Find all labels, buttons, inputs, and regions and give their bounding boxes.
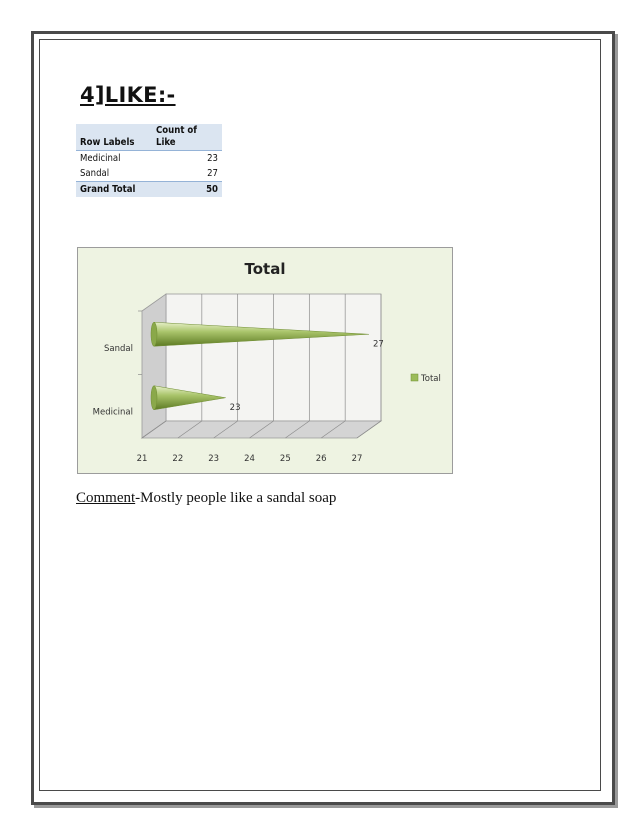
- row-label: Medicinal: [80, 152, 121, 164]
- cone-base: [151, 386, 157, 410]
- pivot-table: [76, 124, 222, 197]
- pivot-header-row: [76, 124, 222, 151]
- grand-total-value: 50: [152, 182, 222, 198]
- pivot-header-row-labels: Row Labels: [76, 124, 152, 151]
- chart-side-wall: [142, 294, 166, 438]
- comment-label: Comment: [76, 490, 136, 506]
- y-category-label: Medicinal: [92, 407, 133, 418]
- chart-title: Total: [244, 260, 286, 278]
- chart-container: [77, 247, 453, 474]
- cone-base: [151, 322, 157, 346]
- cone-bar-chart: [78, 248, 452, 473]
- x-tick-label: 25: [279, 454, 291, 464]
- comment: [76, 490, 336, 507]
- legend-swatch: [411, 374, 418, 381]
- legend-label: Total: [421, 374, 441, 384]
- grand-total-row: [76, 182, 222, 198]
- x-tick-label: 21: [136, 454, 148, 464]
- row-label: Sandal: [80, 167, 110, 179]
- x-tick-label: 27: [351, 454, 363, 464]
- grand-total-label: Grand Total: [76, 182, 152, 198]
- table-row: [76, 166, 222, 182]
- row-value: 27: [207, 167, 218, 179]
- x-tick-label: 23: [208, 454, 220, 464]
- data-label: 23: [229, 402, 241, 413]
- x-tick-label: 26: [315, 454, 327, 464]
- table-row: [76, 151, 222, 167]
- pivot-header-count: [152, 124, 222, 151]
- data-label: 27: [373, 339, 384, 350]
- row-value: 23: [207, 152, 218, 164]
- comment-text: -Mostly people like a sandal soap: [135, 490, 337, 506]
- pivot-header-count-line2: Like: [156, 137, 176, 148]
- y-category-label: Sandal: [104, 343, 133, 354]
- x-tick-label: 22: [172, 454, 184, 464]
- section-heading: 4]LIKE:-: [80, 83, 176, 107]
- x-tick-label: 24: [244, 454, 255, 464]
- pivot-header-count-line1: Count of: [156, 125, 197, 136]
